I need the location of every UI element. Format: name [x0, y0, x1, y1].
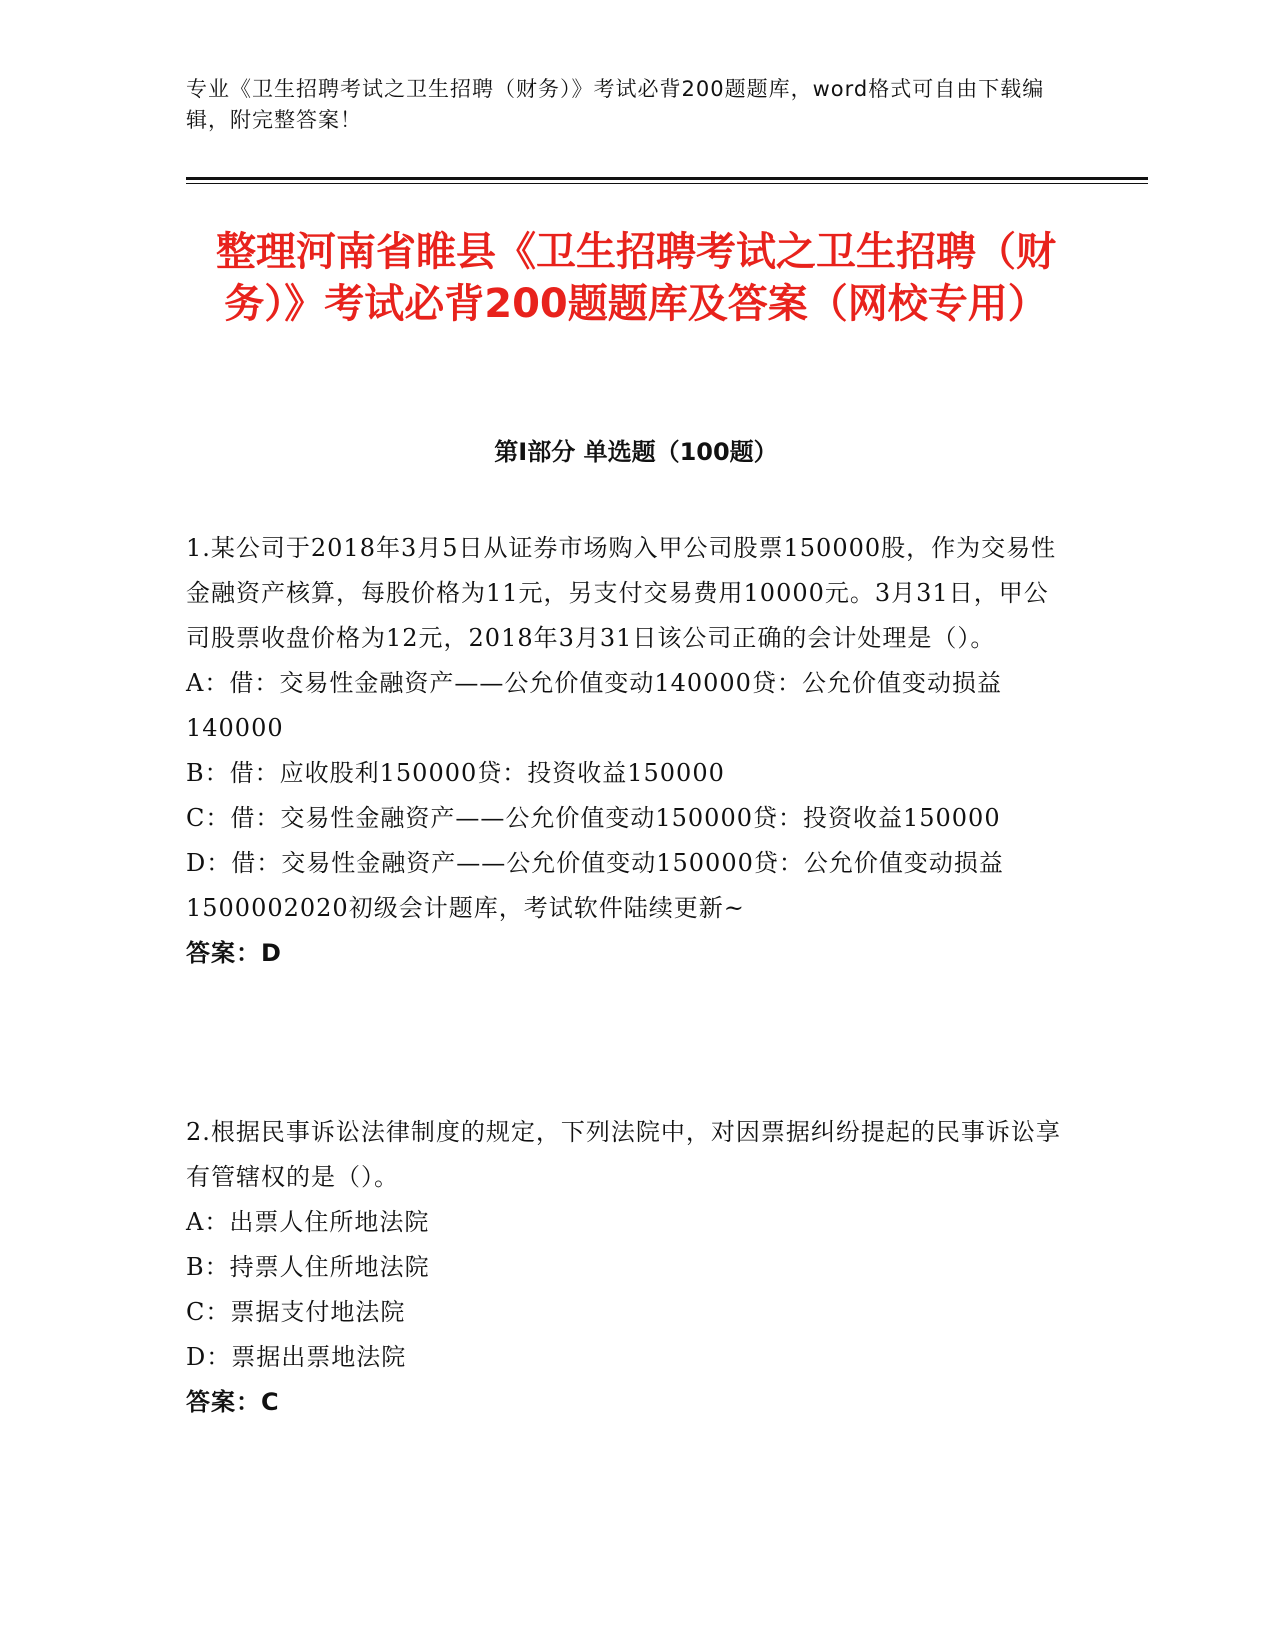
option-b: B：持票人住所地法院: [186, 1253, 430, 1281]
option-a: A：借：交易性金融资产——公允价值变动140000贷：公允价值变动损益140000: [186, 669, 1002, 742]
question-stem: 1.某公司于2018年3月5日从证券市场购入甲公司股票150000股，作为交易性金融资产核算，每股价格为11元，另支付交易费用10000元。3月31日，甲公司股票收盘价格为12元，2018年3月31日该公司正确的会计处理是（）。: [186, 534, 1057, 652]
question-1: [186, 526, 1066, 976]
section-heading: 第I部分 单选题（100题）: [494, 438, 778, 466]
header-divider-thick: [186, 177, 1148, 180]
option-c: C：借：交易性金融资产——公允价值变动150000贷：投资收益150000: [186, 804, 1001, 832]
answer: 答案：C: [186, 1388, 280, 1416]
option-c: C：票据支付地法院: [186, 1298, 406, 1326]
header-note: 专业《卫生招聘考试之卫生招聘（财务）》考试必背200题题库，word格式可自由下载编辑，附完整答案！: [186, 77, 1045, 132]
question-stem: 2.根据民事诉讼法律制度的规定，下列法院中，对因票据纠纷提起的民事诉讼享有管辖权的是（）。: [186, 1118, 1061, 1191]
option-d: D：票据出票地法院: [186, 1343, 407, 1371]
option-a: A：出票人住所地法院: [186, 1208, 430, 1236]
header-divider-thin: [186, 183, 1148, 184]
answer: 答案：D: [186, 939, 282, 967]
option-d: D：借：交易性金融资产——公允价值变动150000贷：公允价值变动损益1500002020初级会计题库，考试软件陆续更新~: [186, 849, 1004, 922]
option-b: B：借：应收股利150000贷：投资收益150000: [186, 759, 725, 787]
question-2: [186, 1110, 1066, 1425]
document-title: 整理河南省睢县《卫生招聘考试之卫生招聘（财务）》考试必背200题题库及答案（网校专用）: [216, 229, 1056, 327]
